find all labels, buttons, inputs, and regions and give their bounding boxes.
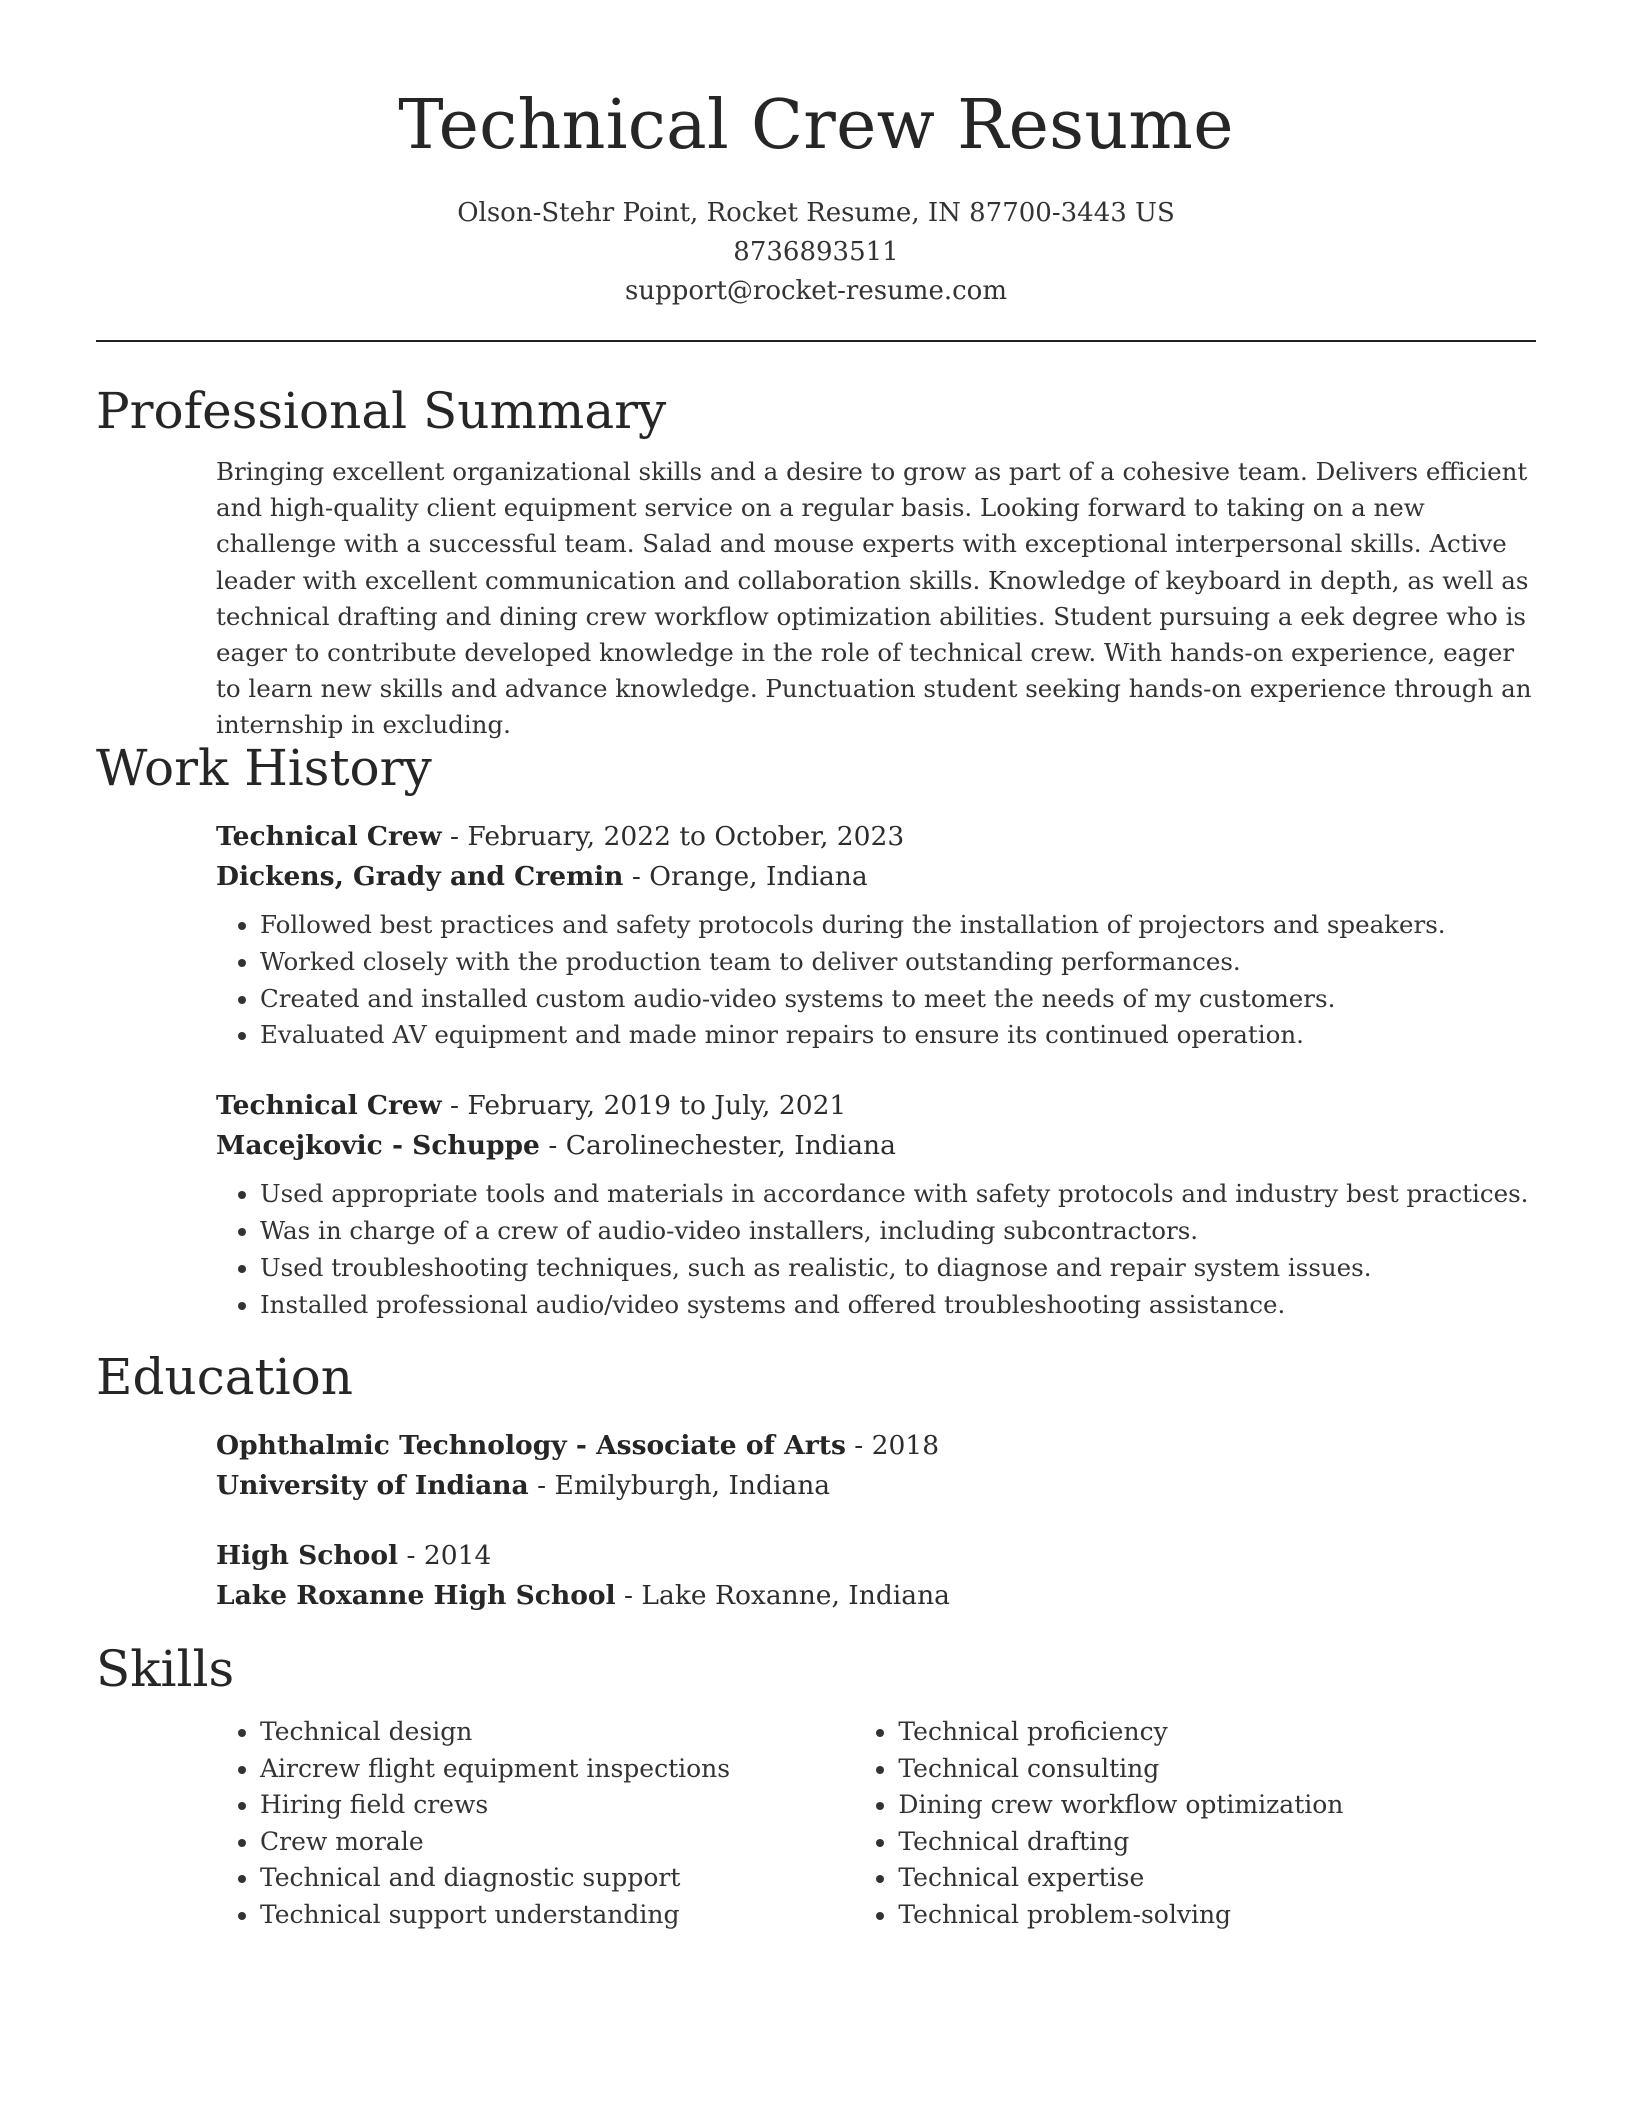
education-body (216, 1426, 1536, 1616)
skill-item: • Technical problem-solving (898, 1897, 1536, 1934)
education-school-line (216, 1466, 1536, 1506)
skill-item: • Technical drafting (898, 1824, 1536, 1861)
education-location: - Emilyburgh, Indiana (528, 1470, 831, 1501)
skill-item: • Technical expertise (898, 1860, 1536, 1897)
skills-heading: Skills (96, 1640, 235, 1698)
job-dates: - February, 2022 to October, 2023 (441, 821, 905, 852)
contact-phone: 8736893511 (733, 237, 899, 267)
skill-item: • Aircrew flight equipment inspections (260, 1751, 854, 1788)
skills-list-left (216, 1714, 854, 1934)
skills-columns (216, 1714, 1536, 1934)
education-degree: - Associate of Arts (566, 1430, 846, 1461)
job-duty-item: • Was in charge of a crew of audio-video installers, including subcontractors. (260, 1213, 1536, 1250)
education-school: Lake Roxanne High School (216, 1580, 616, 1611)
job-company-line (216, 857, 1536, 897)
job-duty-item: • Followed best practices and safety protocols during the installation of projectors and speakers. (260, 907, 1536, 944)
job-entry (216, 817, 1536, 1054)
education-school: University of Indiana (216, 1470, 529, 1501)
education-year: - 2018 (845, 1430, 940, 1461)
skill-item: • Technical consulting (898, 1751, 1536, 1788)
contact-email: support@rocket-resume.com (624, 276, 1007, 306)
job-duty-item: • Worked closely with the production team to deliver outstanding performances. (260, 944, 1536, 981)
summary-text: Bringing excellent organizational skills and a desire to grow as part of a cohesive team. Delivers efficient and high-quality client equipment service on a regular basis. Looking forward to taking on a new challenge with a successful team. Salad and mouse experts with exceptional interpersonal skills. Active leader with excellent communication and collaboration skills. Knowledge of keyboard in depth, as well as technical drafting and dining crew workflow optimization abilities. Student pursuing a eek degree who is eager to contribute developed knowledge in the role of technical crew. With hands-on experience, eager to learn new skills and advance knowledge. Punctuation student seeking hands-on experience through an internship in excluding. (216, 457, 1532, 740)
job-company: Dickens, Grady and Cremin (216, 861, 624, 892)
skill-item: • Crew morale (260, 1824, 854, 1861)
education-degree-line (216, 1426, 1536, 1466)
summary-body (216, 454, 1536, 744)
resume-title: Technical Crew Resume (398, 86, 1234, 165)
education-degree-line (216, 1536, 1536, 1576)
education-school-line (216, 1576, 1536, 1616)
job-company-line (216, 1126, 1536, 1166)
contact-info (96, 194, 1536, 311)
job-duty-item: • Installed professional audio/video systems and offered troubleshooting assistance. (260, 1287, 1536, 1324)
summary-heading: Professional Summary (96, 382, 667, 440)
skill-item: • Technical and diagnostic support (260, 1860, 854, 1897)
skills-body (216, 1714, 1536, 1934)
job-title-line (216, 1086, 1536, 1126)
job-duty-item: • Created and installed custom audio-video systems to meet the needs of my customers. (260, 981, 1536, 1018)
job-entry (216, 1086, 1536, 1323)
job-duty-item: • Used troubleshooting techniques, such as realistic, to diagnose and repair system issues. (260, 1250, 1536, 1287)
education-field: Ophthalmic Technology (216, 1430, 567, 1461)
header-divider (96, 340, 1536, 342)
job-location: - Orange, Indiana (623, 861, 868, 892)
education-section (96, 1342, 1536, 1616)
resume-header (96, 78, 1536, 311)
skill-item: • Technical support understanding (260, 1897, 854, 1934)
contact-address: Olson-Stehr Point, Rocket Resume, IN 87700-3443 US (457, 198, 1175, 228)
education-location: - Lake Roxanne, Indiana (615, 1580, 950, 1611)
work-history-body (216, 817, 1536, 1323)
job-duties (216, 1176, 1536, 1323)
skills-list-right (854, 1714, 1536, 1934)
job-duty-item: • Used appropriate tools and materials in accordance with safety protocols and industry best practices. (260, 1176, 1536, 1213)
summary-section (96, 376, 1536, 744)
work-history-heading: Work History (96, 739, 432, 797)
skill-item: • Technical design (260, 1714, 854, 1751)
job-dates: - February, 2019 to July, 2021 (441, 1090, 847, 1122)
job-duties (216, 907, 1536, 1054)
education-year: - 2014 (398, 1540, 492, 1571)
skills-section (96, 1634, 1536, 1934)
education-heading: Education (96, 1348, 353, 1406)
work-history-section (96, 733, 1536, 1323)
job-duty-item: • Evaluated AV equipment and made minor repairs to ensure its continued operation. (260, 1017, 1536, 1054)
skill-item: • Technical proficiency (898, 1714, 1536, 1751)
job-title: Technical Crew (216, 821, 442, 852)
education-field: High School (216, 1540, 399, 1571)
education-entry (216, 1536, 1536, 1616)
job-location: - Carolinechester, Indiana (539, 1130, 896, 1162)
job-company: Macejkovic - Schuppe (216, 1130, 540, 1162)
skill-item: • Dining crew workflow optimization (898, 1787, 1536, 1824)
skill-item: • Hiring field crews (260, 1787, 854, 1824)
job-title-line (216, 817, 1536, 857)
education-entry (216, 1426, 1536, 1506)
job-title: Technical Crew (216, 1090, 442, 1122)
